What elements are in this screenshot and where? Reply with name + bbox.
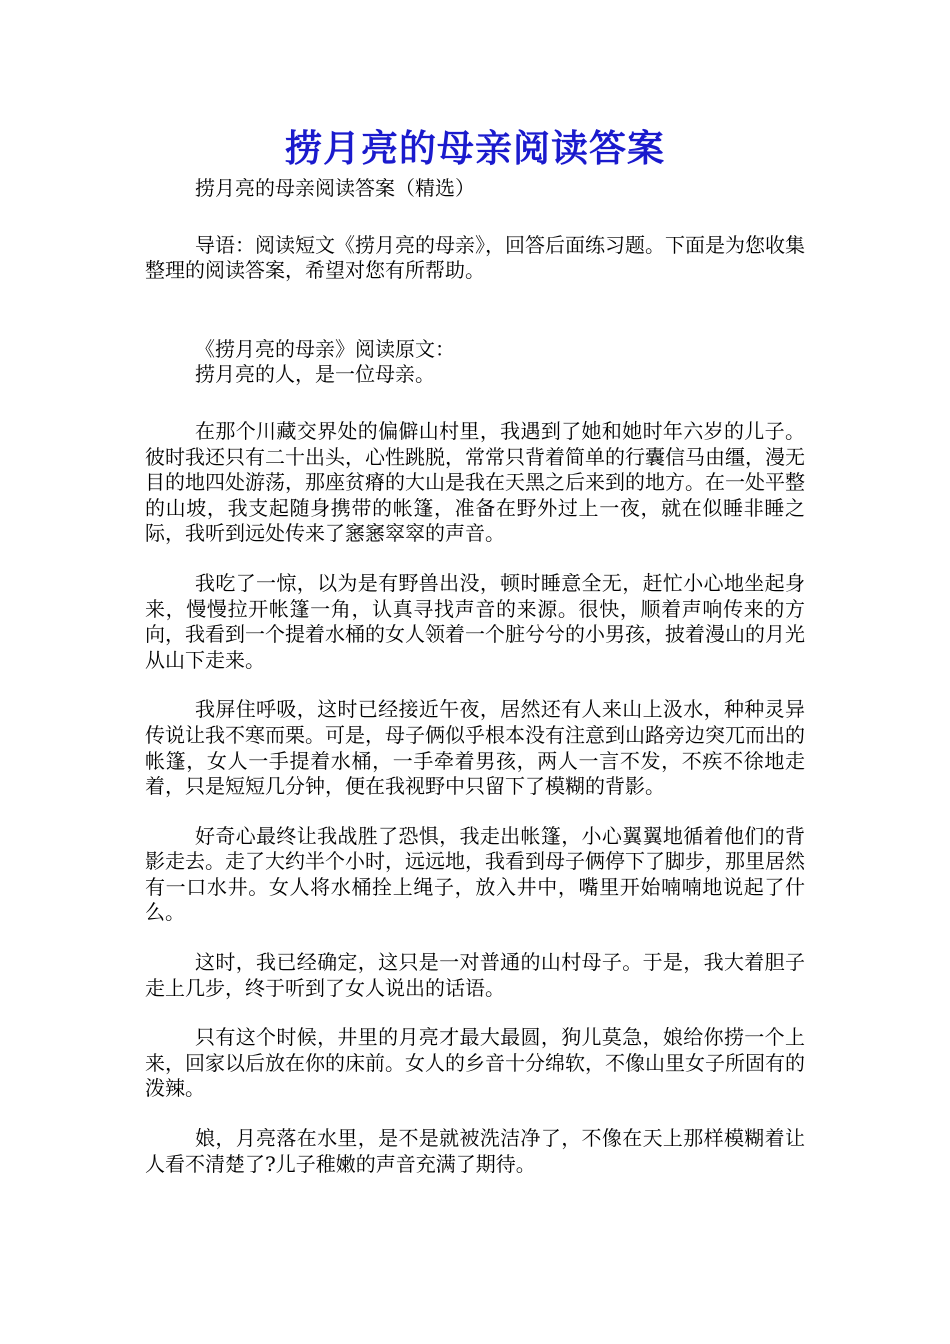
paragraph: 我吃了一惊，以为是有野兽出没，顿时睡意全无，赶忙小心地坐起身来，慢慢拉开帐篷一角，认真寻找声音的来源。很快，顺着声响传来的方向，我看到一个提着水桶的女人领着一个脏兮兮的小男孩，披着漫山的月光从山下走来。 [145,570,805,672]
paragraph: 好奇心最终让我战胜了恐惧，我走出帐篷，小心翼翼地循着他们的背影走去。走了大约半个小时，远远地，我看到母子俩停下了脚步，那里居然有一口水井。女人将水桶拴上绳子，放入井中，嘴里开始喃喃地说起了什么。 [145,823,805,925]
paragraph: 这时，我已经确定，这只是一对普通的山村母子。于是，我大着胆子走上几步，终于听到了女人说出的话语。 [145,950,805,1000]
document-subtitle: 捞月亮的母亲阅读答案（精选） [195,176,475,200]
intro-paragraph: 导语：阅读短文《捞月亮的母亲》，回答后面练习题。下面是为您收集整理的阅读答案，希望对您有所帮助。 [145,232,805,283]
document-title: 捞月亮的母亲阅读答案 [285,126,665,170]
paragraph: 只有这个时候，井里的月亮才最大最圆，狗儿莫急，娘给你捞一个上来，回家以后放在你的床前。女人的乡音十分绵软，不像山里女子所固有的泼辣。 [145,1025,805,1101]
paragraph: 娘，月亮落在水里，是不是就被洗洁净了，不像在天上那样模糊着让人看不清楚了?儿子稚嫩的声音充满了期待。 [145,1126,805,1176]
paragraph: 在那个川藏交界处的偏僻山村里，我遇到了她和她时年六岁的儿子。彼时我还只有二十出头，心性跳脱，常常只背着简单的行囊信马由缰，漫无目的地四处游荡，那座贫瘠的大山是我在天黑之后来到的地方。在一处平整的山坡，我支起随身携带的帐篷，准备在野外过上一夜，就在似睡非睡之际，我听到远处传来了窸窸窣窣的声音。 [145,418,805,546]
paragraph: 我屏住呼吸，这时已经接近午夜，居然还有人来山上汲水，种种灵异传说让我不寒而栗。可是，母子俩似乎根本没有注意到山路旁边突兀而出的帐篷，女人一手提着水桶，一手牵着男孩，两人一言不发，不疾不徐地走着，只是短短几分钟，便在我视野中只留下了模糊的背影。 [145,697,805,799]
document-page [145,120,805,1177]
section-heading: 《捞月亮的母亲》阅读原文： [195,336,455,361]
opening-line: 捞月亮的人，是一位母亲。 [195,362,435,387]
